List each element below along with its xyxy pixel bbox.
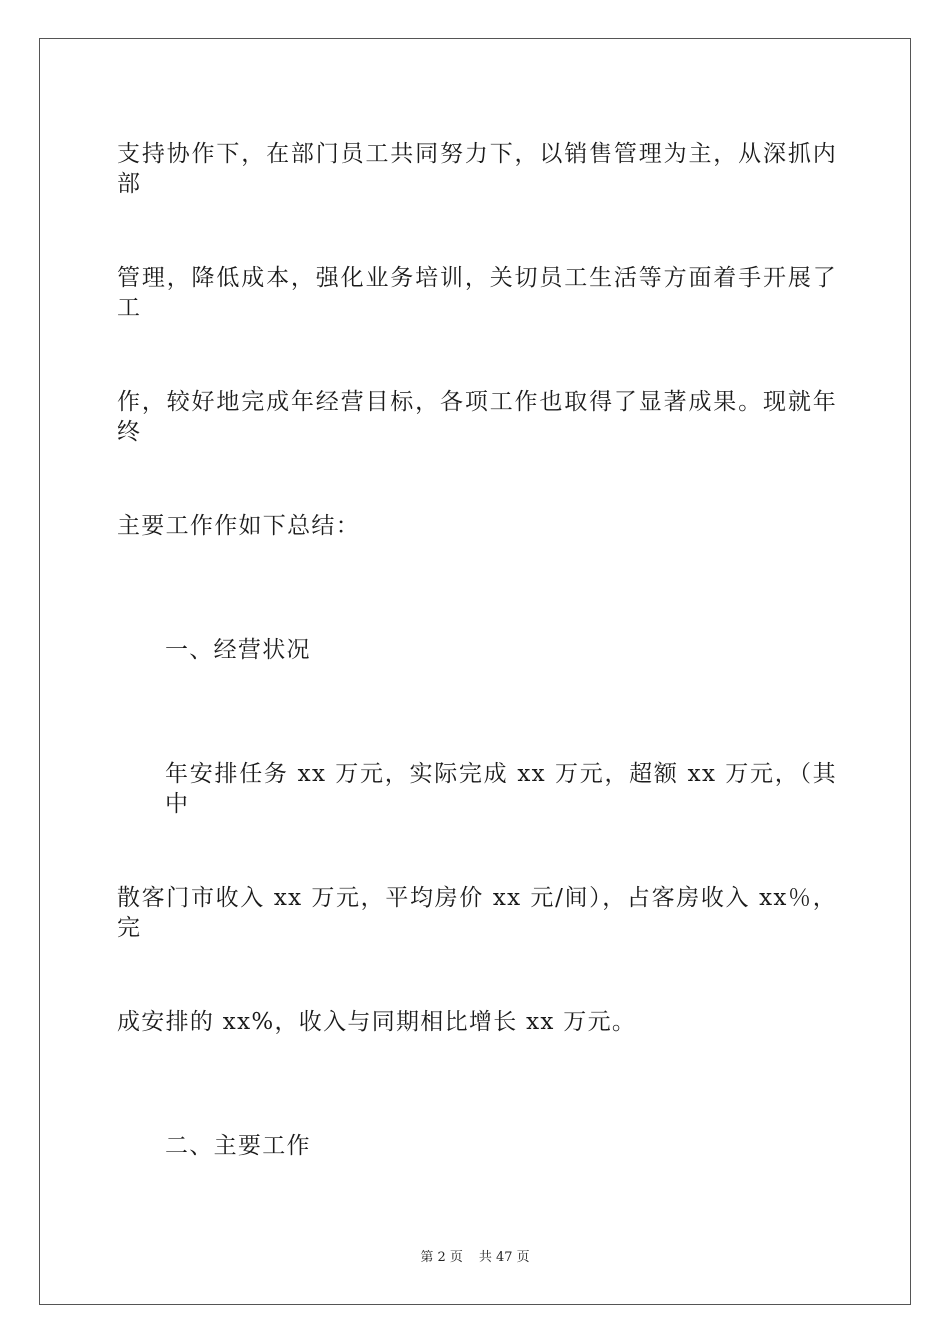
- section-heading-1: 一、经营状况: [165, 637, 311, 663]
- page-border: [39, 38, 911, 1305]
- section1-line-3: 成安排的 xx%，收入与同期相比增长 xx 万元。: [117, 1009, 637, 1035]
- page-footer: [0, 1246, 950, 1265]
- page-number: 第 2 页: [420, 1250, 463, 1265]
- page-total: 共 47 页: [478, 1250, 530, 1265]
- paragraph-line-4: 主要工作作如下总结：: [117, 513, 360, 539]
- section1-line-2: 散客门市收入 xx 万元，平均房价 xx 元/间），占客房收入 xx％，完: [117, 885, 837, 941]
- section1-line-1: 年安排任务 xx 万元，实际完成 xx 万元，超额 xx 万元，（其中: [165, 761, 837, 817]
- section-heading-2: 二、主要工作: [165, 1133, 311, 1159]
- paragraph-line-3: 作，较好地完成年经营目标，各项工作也取得了显著成果。现就年终: [117, 389, 837, 445]
- paragraph-line-2: 管理，降低成本，强化业务培训，关切员工生活等方面着手开展了工: [117, 265, 837, 321]
- paragraph-line-1: 支持协作下，在部门员工共同努力下，以销售管理为主，从深抓内部: [117, 141, 837, 197]
